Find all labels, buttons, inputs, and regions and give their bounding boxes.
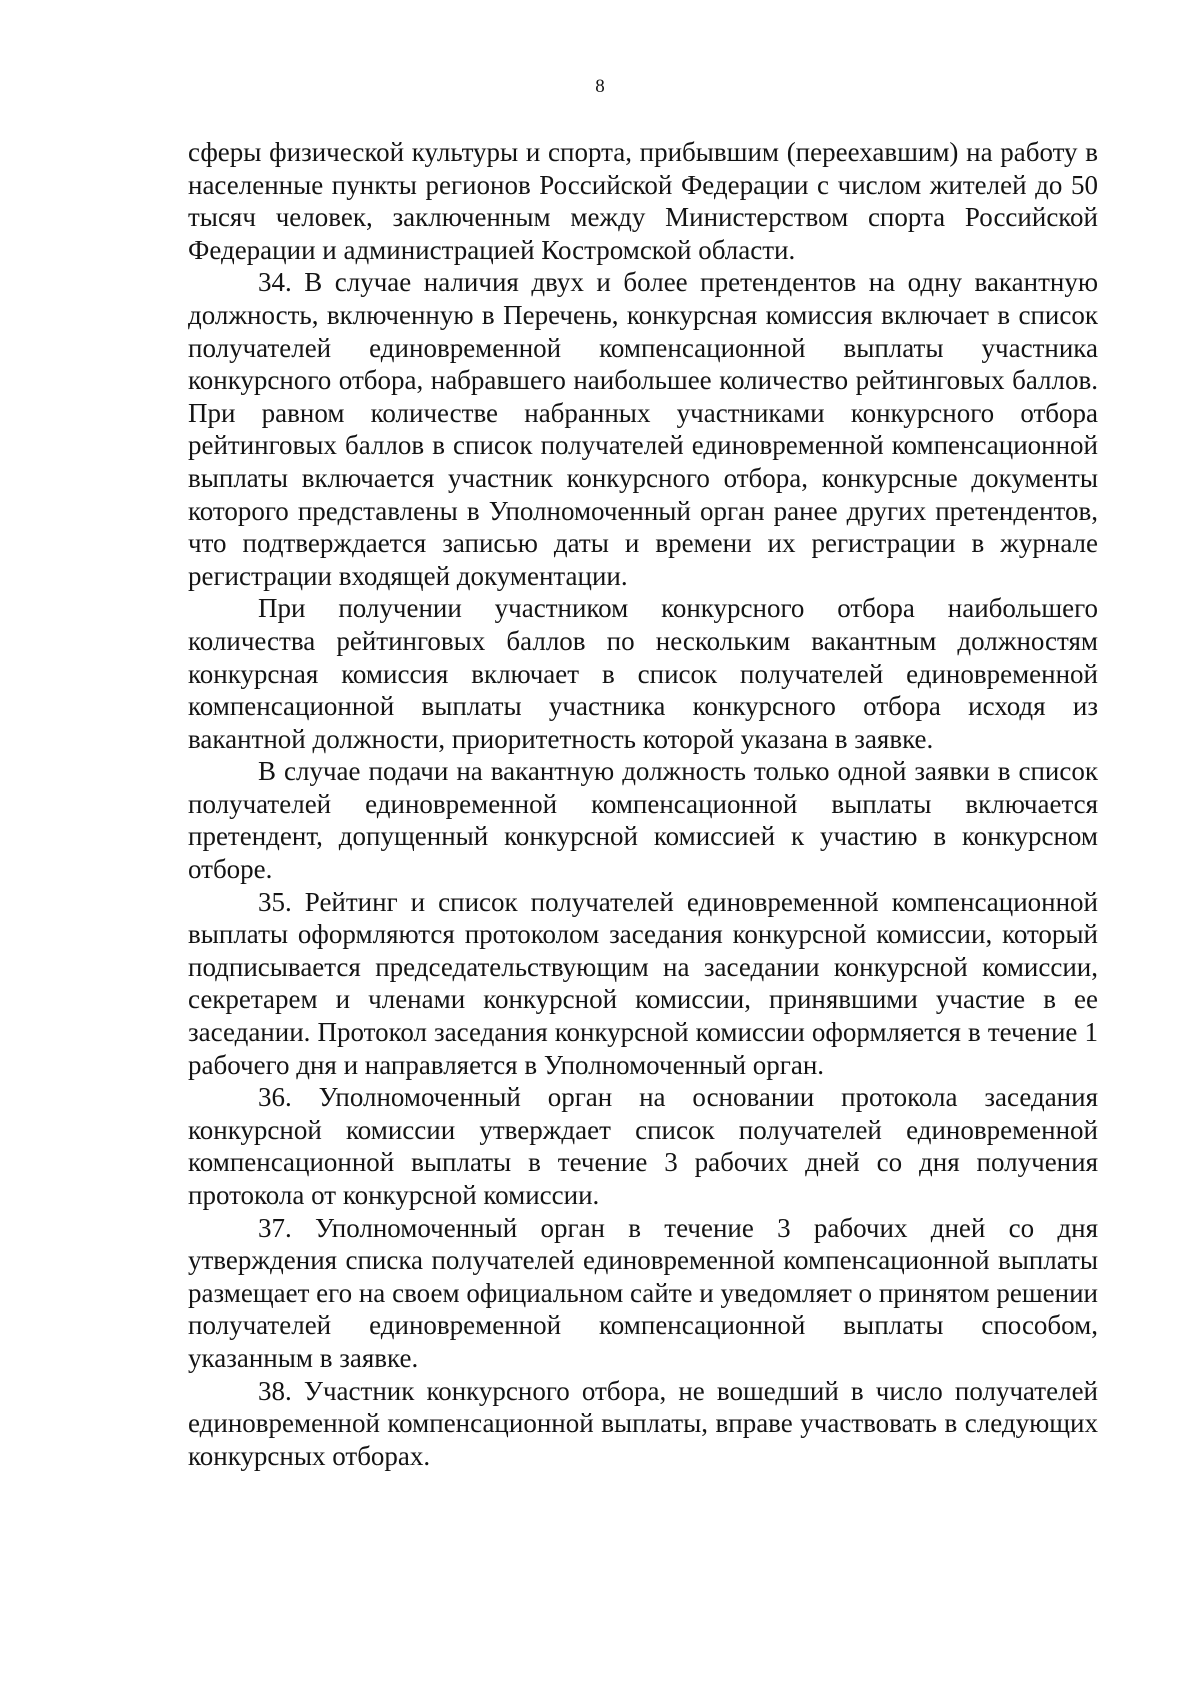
paragraph-38: 38. Участник конкурсного отбора, не вошедший в число получателей единовременной компенсационной выплаты, вправе участвовать в следующих конкурсных отборах.: [188, 1375, 1098, 1471]
document-body: [188, 136, 1098, 1472]
paragraph-37: 37. Уполномоченный орган в течение 3 рабочих дней со дня утверждения списка получателей единовременной компенсационной выплаты размещает его на своем официальном сайте и уведомляет о принятом решении получателей единовременной компенсационной выплаты способом, указанным в заявке.: [188, 1212, 1098, 1373]
paragraph-36: 36. Уполномоченный орган на основании протокола заседания конкурсной комиссии утверждает список получателей единовременной компенсационной выплаты в течение 3 рабочих дней со дня получения протокола от конкурсной комиссии.: [188, 1082, 1098, 1210]
paragraph-35: 35. Рейтинг и список получателей единовременной компенсационной выплаты оформляются протоколом заседания конкурсной комиссии, который подписывается председательствующим на заседании конкурсной комиссии, секретарем и членами конкурсной комиссии, принявшими участие в ее заседании. Протокол заседания конкурсной комиссии оформляется в течение 1 рабочего дня и направляется в Уполномоченный орган.: [188, 886, 1098, 1080]
paragraph-continuation: сферы физической культуры и спорта, прибывшим (переехавшим) на работу в населенные пункты регионов Российской Федерации с числом жителей до 50 тысяч человек, заключенным между Министерством спорта Российской Федерации и администрацией Костромской области.: [188, 137, 1098, 265]
paragraph-34: 34. В случае наличия двух и более претендентов на одну вакантную должность, включенную в Перечень, конкурсная комиссия включает в список получателей единовременной компенсационной выплаты участника конкурсного отбора, набравшего наибольшее количество рейтинговых баллов. При равном количестве набранных участниками конкурсного отбора рейтинговых баллов в список получателей единовременной компенсационной выплаты включается участник конкурсного отбора, конкурсные документы которого представлены в Уполномоченный орган ранее других претендентов, что подтверждается записью даты и времени их регистрации в журнале регистрации входящей документации.: [188, 267, 1098, 591]
paragraph-34-multiple-positions: При получении участником конкурсного отбора наибольшего количества рейтинговых баллов по нескольким вакантным должностям конкурсная комиссия включает в список получателей единовременной компенсационной выплаты участника конкурсного отбора исходя из вакантной должности, приоритетность которой указана в заявке.: [188, 593, 1098, 754]
page-number: 8: [595, 76, 605, 97]
paragraph-34-single-application: В случае подачи на вакантную должность только одной заявки в список получателей единовременной компенсационной выплаты включается претендент, допущенный конкурсной комиссией к участию в конкурсном отборе.: [188, 756, 1098, 885]
